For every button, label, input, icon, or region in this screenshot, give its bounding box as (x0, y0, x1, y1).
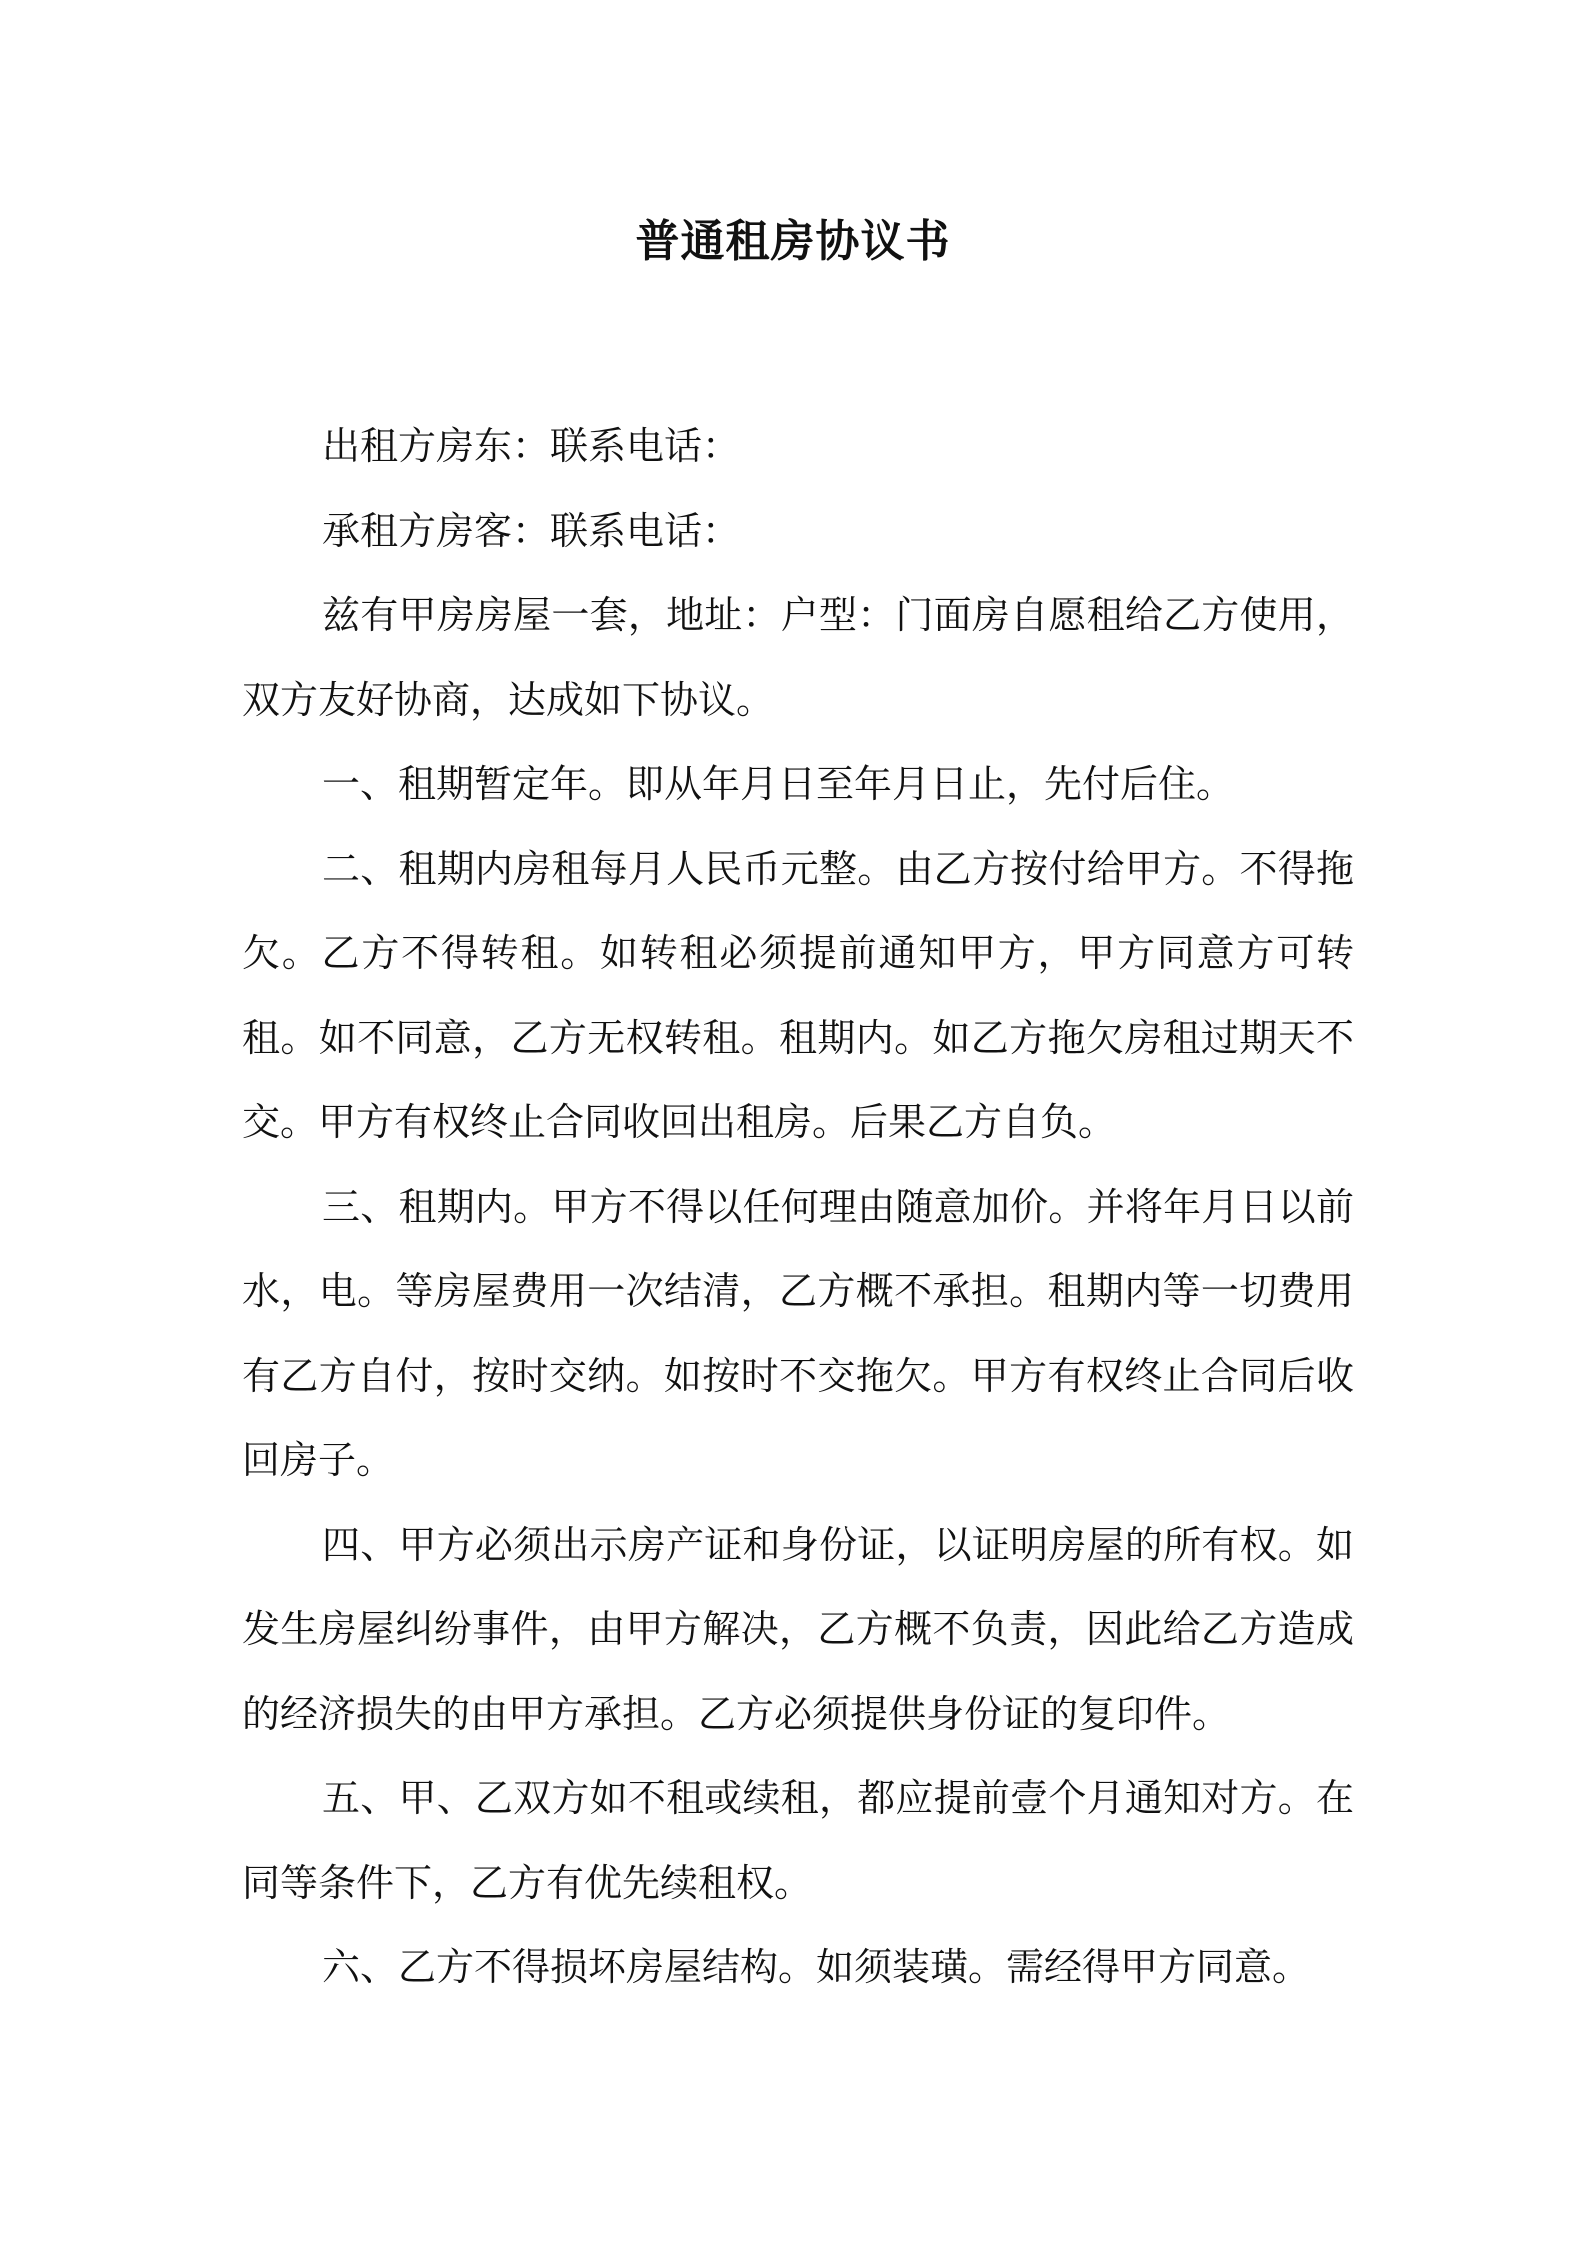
paragraph-tenant: 承租方房客：联系电话： (322, 508, 741, 553)
document-body (242, 404, 1354, 2010)
paragraph-landlord: 出租方房东：联系电话： (322, 424, 741, 468)
paragraph-intro: 兹有甲房房屋一套，地址：户型：门面房自愿租给乙方使用，双方友好协商，达成如下协议。 (242, 593, 1354, 722)
paragraph-clause-3: 三、租期内。甲方不得以任何理由随意加价。并将年月日以前水，电。等房屋费用一次结清，乙方概不承担。租期内等一切费用有乙方自付，按时交纳。如按时不交拖欠。甲方有权终止合同后收回房子。 (242, 1184, 1354, 1482)
paragraph-clause-2: 二、租期内房租每月人民币元整。由乙方按付给甲方。不得拖欠。乙方不得转租。如转租必须提前通知甲方，甲方同意方可转租。如不同意，乙方无权转租。租期内。如乙方拖欠房租过期天不交。甲方有权终止合同收回出租房。后果乙方自负。 (242, 846, 1354, 1144)
paragraph-clause-6: 六、乙方不得损坏房屋结构。如须装璜。需经得甲方同意。 (322, 1945, 1311, 1989)
paragraph-clause-5: 五、甲、乙双方如不租或续租，都应提前壹个月通知对方。在同等条件下，乙方有优先续租权。 (242, 1776, 1354, 1905)
document-title: 普通租房协议书 (635, 216, 951, 267)
paragraph-clause-4: 四、甲方必须出示房产证和身份证，以证明房屋的所有权。如发生房屋纠纷事件，由甲方解决，乙方概不负责，因此给乙方造成的经济损失的由甲方承担。乙方必须提供身份证的复印件。 (242, 1522, 1354, 1736)
paragraph-clause-1: 一、租期暂定年。即从年月日至年月日止，先付后住。 (322, 762, 1235, 806)
